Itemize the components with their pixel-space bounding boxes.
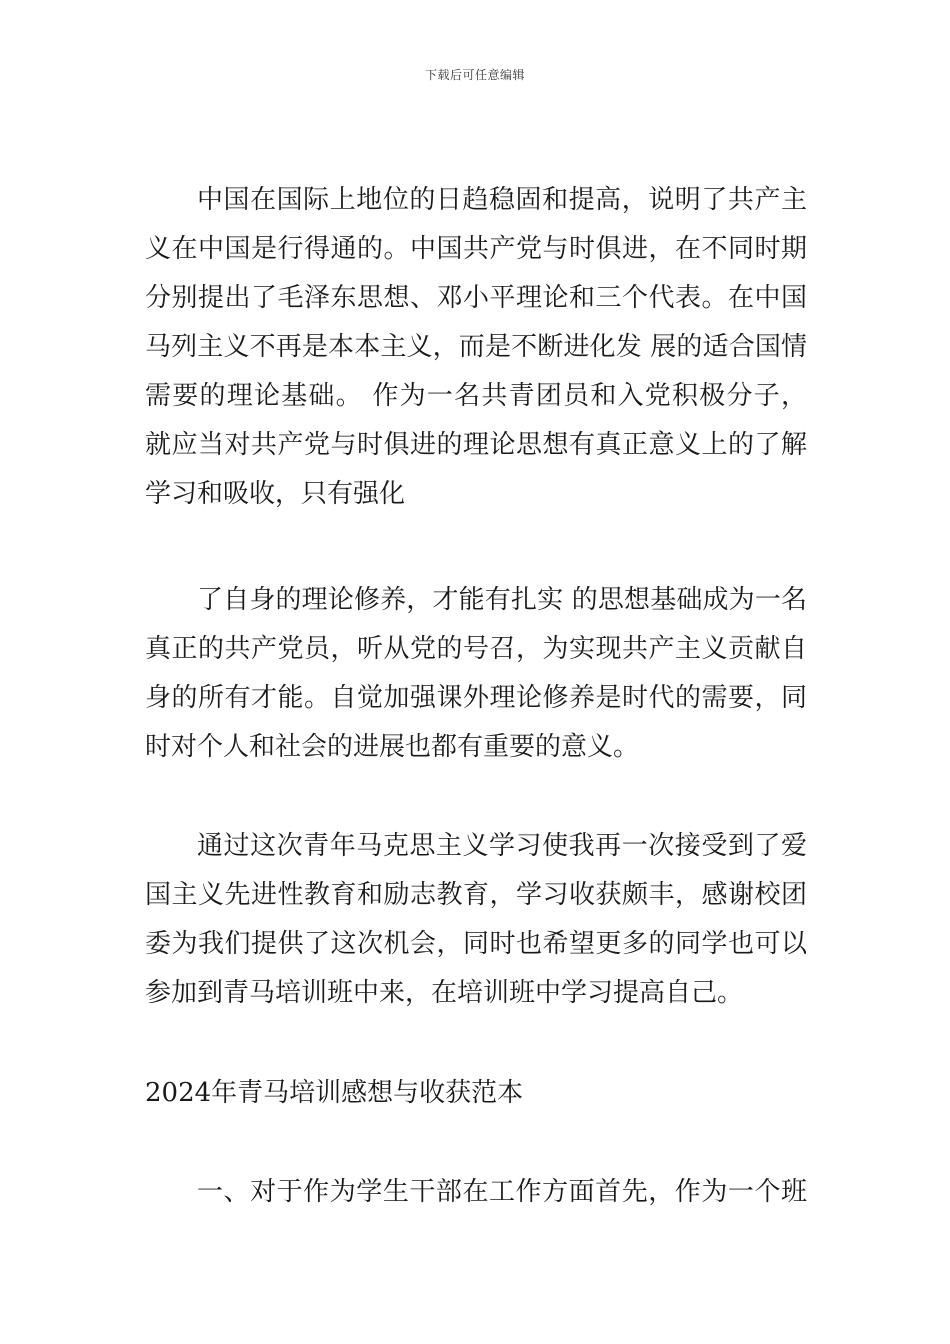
paragraph-line: 一、对于作为学生干部在工作方面首先，作为一个班 <box>197 1177 807 1207</box>
paragraph-line: 通过这次青年马克思主义学习使我再一次接受到了爱 <box>197 831 807 861</box>
paragraph-line: 国主义先进性教育和励志教育，学习收获颇丰，感谢校团 <box>145 880 807 910</box>
section-heading <box>145 1069 807 1118</box>
paragraph-line: 了自身的理论修养，才能有扎实 的思想基础成为一名 <box>197 585 807 615</box>
paragraph-line: 真正的共产党员，听从党的号召，为实现共产主义贡献自 <box>145 634 807 664</box>
paragraph-line: 时对个人和社会的进展也都有重要的意义。 <box>145 732 640 762</box>
paragraph-1 <box>145 176 807 519</box>
paragraph-line: 义在中国是行得通的。中国共产党与时俱进，在不同时期 <box>145 234 807 264</box>
header-note: 下载后可任意编辑 <box>424 68 525 82</box>
paragraph-4 <box>145 1168 807 1217</box>
paragraph-line: 学习和吸收，只有强化 <box>145 479 406 509</box>
paragraph-line: 参加到青马培训班中来，在培训班中学习提高自己。 <box>145 978 744 1008</box>
section-heading-text: 2024年青马培训感想与收获范本 <box>145 1078 524 1108</box>
paragraph-line: 委为我们提供了这次机会，同时也希望更多的同学也可以 <box>145 929 807 959</box>
paragraph-line: 马列主义不再是本本主义，而是不断进化发 展的适合国情 <box>145 332 807 362</box>
paragraph-line: 需要的理论基础。 作为一名共青团员和入党积极分子， <box>145 381 807 411</box>
paragraph-line: 就应当对共产党与时俱进的理论思想有真正意义上的了解 <box>145 430 807 460</box>
paragraph-line: 中国在国际上地位的日趋稳固和提高，说明了共产主 <box>197 185 807 215</box>
paragraph-2 <box>145 576 807 772</box>
paragraph-line: 身的所有才能。自觉加强课外理论修养是时代的需要，同 <box>145 683 807 713</box>
paragraph-3 <box>145 822 807 1018</box>
paragraph-line: 分别提出了毛泽东思想、邓小平理论和三个代表。在中国 <box>145 283 807 313</box>
